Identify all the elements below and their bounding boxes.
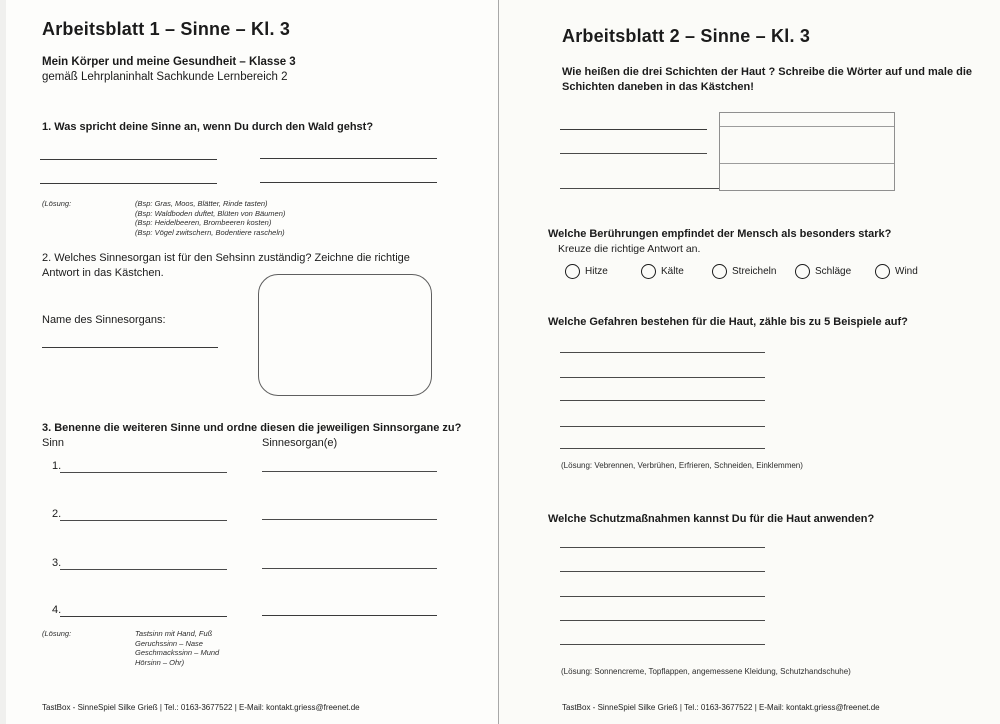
checkbox-circle-icon — [712, 264, 727, 279]
solution-line: Hörsinn – Ohr) — [135, 657, 185, 667]
page1-q3-solutions — [135, 629, 219, 667]
write-line — [560, 129, 707, 130]
solution-line: (Bsp: Waldboden duftet, Blüten von Bäumen) — [135, 208, 286, 218]
write-line — [262, 568, 437, 569]
option-label: Kälte — [661, 266, 684, 277]
checkbox-circle-icon — [875, 264, 890, 279]
checkbox-circle-icon — [641, 264, 656, 279]
write-line — [260, 158, 437, 159]
checkbox-circle-icon — [795, 264, 810, 279]
write-line — [560, 547, 765, 548]
solution-line: (Bsp: Heidelbeeren, Brombeeren kosten) — [135, 218, 272, 227]
page1-q3-heading: 3. Benenne die weiteren Sinne und ordne diesen die jeweiligen Sinnsorgane zu? — [42, 422, 462, 434]
drawing-box — [258, 274, 432, 396]
option-schlaege — [795, 264, 851, 279]
page1-q2-name-label: Name des Sinnesorgans: — [42, 314, 166, 326]
page2-q1-heading-line1: Wie heißen die drei Schichten der Haut ? Schreibe die Wörter auf und male die — [562, 66, 973, 78]
page1-q3-col-left: Sinn — [42, 437, 65, 449]
solution-line: Geruchssinn – Nase — [135, 638, 203, 648]
option-label: Hitze — [585, 266, 608, 277]
option-wind — [875, 264, 918, 279]
worksheet-2 — [499, 0, 1000, 724]
write-line — [560, 153, 707, 154]
write-line — [560, 377, 765, 378]
option-hitze — [565, 264, 608, 279]
solution-line: Tastsinn mit Hand, Fuß — [135, 629, 213, 638]
row-number: 4. — [52, 604, 62, 616]
page1-title: Arbeitsblatt 1 – Sinne – Kl. 3 — [42, 19, 291, 39]
page1-subtitle: gemäß Lehrplaninhalt Sachkunde Lernbereich 2 — [42, 71, 288, 83]
option-streicheln — [712, 264, 776, 279]
page1-q2-heading-line2: Antwort in das Kästchen. — [42, 267, 164, 279]
row-number: 3. — [52, 557, 62, 569]
page1-q1-heading: 1. Was spricht deine Sinne an, wenn Du durch den Wald gehst? — [42, 121, 374, 133]
write-line — [560, 400, 765, 401]
write-line — [60, 472, 227, 473]
write-line — [40, 159, 217, 160]
page2-q3-solution: (Lösung: Vebrennen, Verbrühen, Erfrieren, Schneiden, Einklemmen) — [561, 461, 803, 470]
page2-q2-instruction: Kreuze die richtige Antwort an. — [558, 243, 701, 255]
checkbox-circle-icon — [565, 264, 580, 279]
write-line — [560, 596, 765, 597]
page1-q3-col-right: Sinnesorgan(e) — [262, 437, 338, 449]
page1-q3-solution-label: (Lösung: — [42, 629, 72, 638]
write-line — [560, 448, 765, 449]
option-kaelte — [641, 264, 684, 279]
page2-q1-heading-line2: Schichten daneben in das Kästchen! — [562, 81, 754, 93]
write-line — [560, 188, 719, 189]
solution-line: (Bsp: Vögel zwitschern, Bodentiere rascheln) — [135, 227, 285, 237]
write-line — [260, 182, 437, 183]
page2-q4-heading: Welche Schutzmaßnahmen kannst Du für die Haut anwenden? — [548, 513, 875, 525]
page2-q3-heading: Welche Gefahren bestehen für die Haut, zähle bis zu 5 Beispiele auf? — [548, 316, 908, 328]
page1-q2-heading-bold: 2. Welches Sinnesorgan ist für den Sehsinn zuständig? — [42, 252, 312, 264]
write-line — [60, 569, 227, 570]
write-line — [262, 615, 437, 616]
write-line — [560, 352, 765, 353]
box-divider — [720, 163, 894, 164]
page2-title: Arbeitsblatt 2 – Sinne – Kl. 3 — [562, 26, 811, 46]
write-line — [60, 616, 227, 617]
page1-q1-solutions — [135, 199, 285, 237]
write-line — [60, 520, 227, 521]
write-line — [42, 347, 218, 348]
page1-subtitle-bold: Mein Körper und meine Gesundheit – Klasse 3 — [42, 56, 296, 68]
option-label: Wind — [895, 266, 918, 277]
write-line — [560, 426, 765, 427]
page1-footer: TastBox - SinneSpiel Silke Grieß | Tel.: 0163-3677522 | E-Mail: kontakt.griess@freenet.de — [42, 703, 360, 712]
row-number: 2. — [52, 508, 62, 520]
solution-line: Geschmackssinn – Mund — [135, 648, 220, 657]
write-line — [262, 519, 437, 520]
write-line — [560, 620, 765, 621]
write-line — [40, 183, 217, 184]
skin-layers-box — [719, 112, 895, 191]
page1-q2-heading-rest: Zeichne die richtige — [311, 252, 410, 264]
page2-q4-solution: (Lösung: Sonnencreme, Topflappen, angemessene Kleidung, Schutzhandschuhe) — [561, 667, 851, 676]
option-label: Streicheln — [732, 266, 777, 277]
solution-line: (Bsp: Gras, Moos, Blätter, Rinde tasten) — [135, 199, 268, 208]
option-label: Schläge — [815, 266, 852, 277]
page1-q1-solution-label: (Lösung: — [42, 199, 72, 208]
page2-footer: TastBox - SinneSpiel Silke Grieß | Tel.: 0163-3677522 | E-Mail: kontakt.griess@freenet.de — [562, 703, 880, 712]
row-number: 1. — [52, 460, 62, 472]
page2-q2-heading: Welche Berührungen empfindet der Mensch als besonders stark? — [548, 228, 892, 240]
write-line — [560, 644, 765, 645]
write-line — [560, 571, 765, 572]
box-divider — [720, 126, 894, 127]
write-line — [262, 471, 437, 472]
